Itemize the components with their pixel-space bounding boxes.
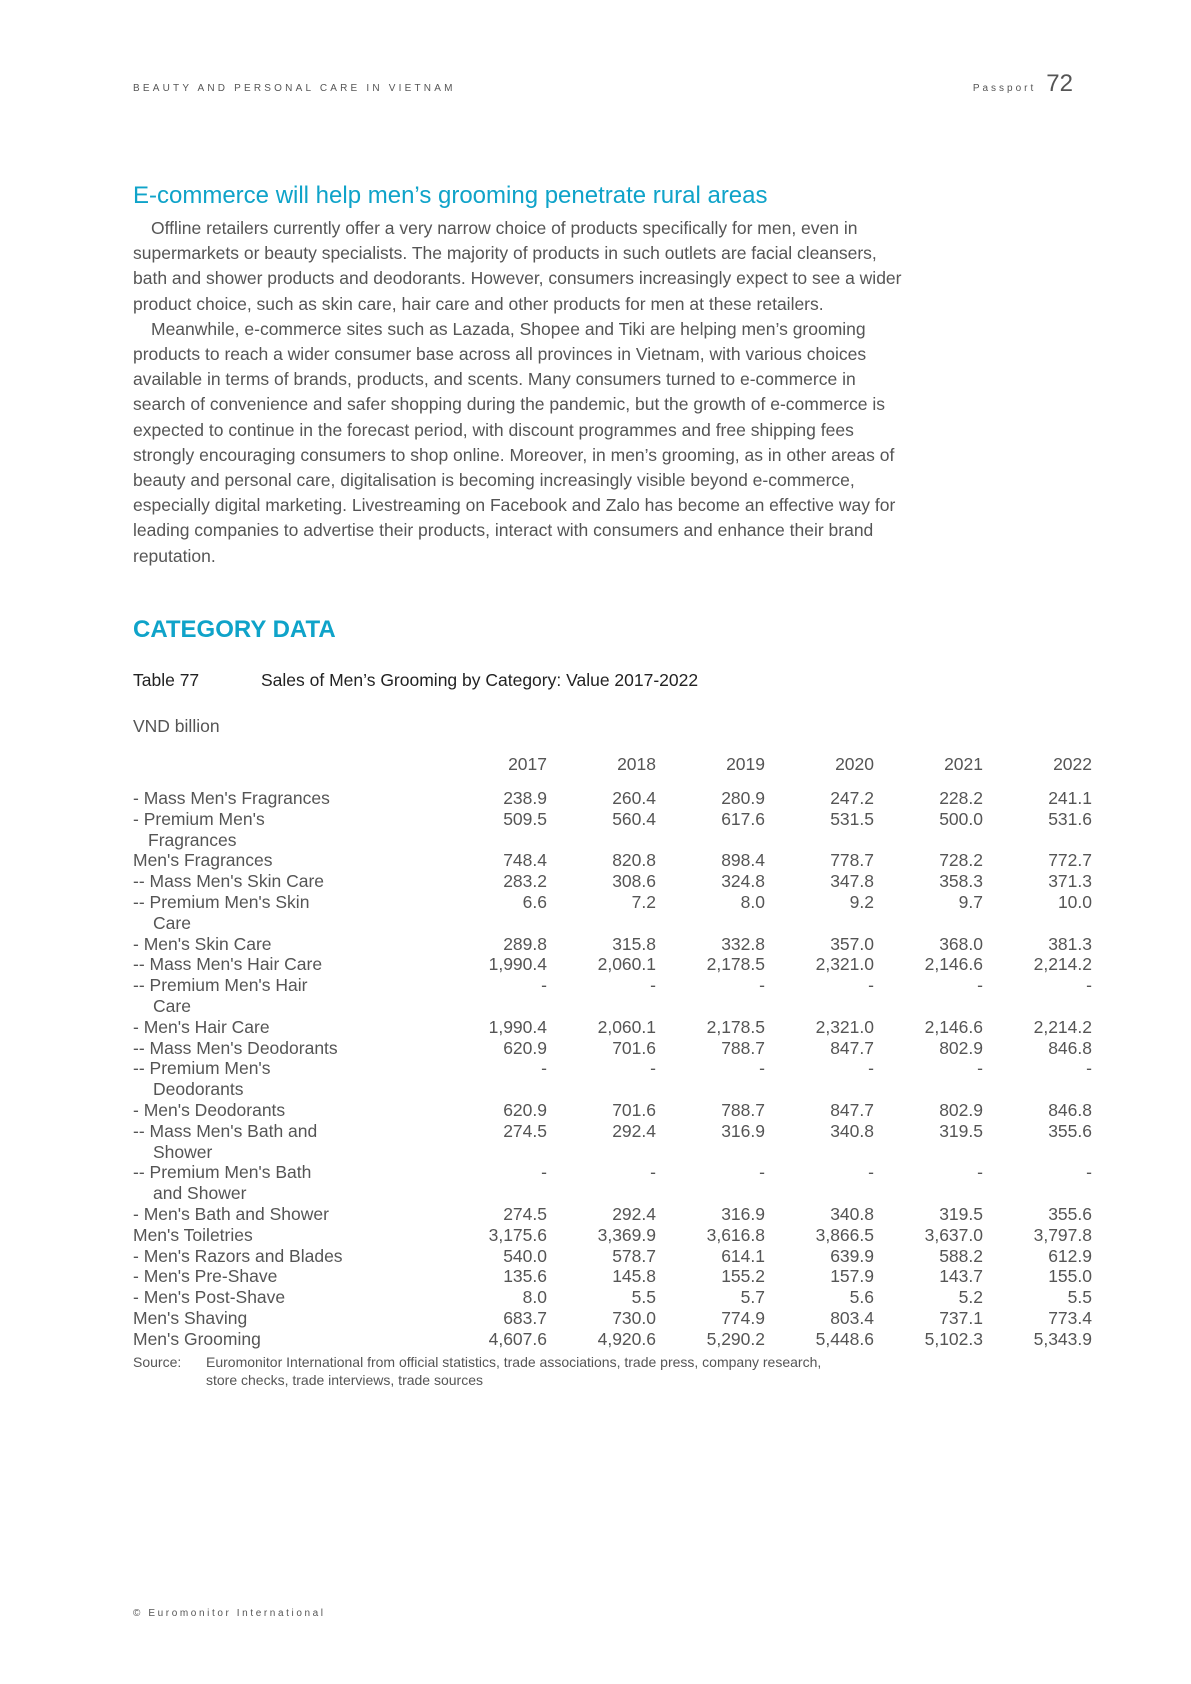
year-header: 2018: [617, 754, 656, 775]
cell-value: 847.7: [830, 1099, 874, 1120]
table-row: [133, 1017, 1092, 1038]
table-row: [133, 1204, 1092, 1225]
footer-copyright: © Euromonitor International: [133, 1608, 326, 1619]
category-data-heading: CATEGORY DATA: [133, 616, 336, 643]
cell-value: 5.2: [958, 1287, 983, 1308]
year-header: 2020: [835, 754, 874, 775]
row-label: [133, 809, 438, 851]
cell-value: -: [541, 1058, 547, 1079]
cell-value: 6.6: [522, 891, 547, 912]
cell-value: 308.6: [612, 871, 656, 892]
table-row: [133, 1329, 1092, 1350]
cell-value: -: [759, 1162, 765, 1183]
cell-value: 620.9: [503, 1037, 547, 1058]
cell-value: 2,321.0: [815, 954, 874, 975]
cell-value: 560.4: [612, 808, 656, 829]
row-label: [133, 788, 438, 809]
cell-value: 5.5: [1067, 1287, 1092, 1308]
cell-value: 347.8: [830, 871, 874, 892]
cell-value: -: [759, 975, 765, 996]
row-label-text: -- Mass Men's Deodorants: [133, 1037, 338, 1058]
table-caption: [133, 670, 698, 691]
cell-value: 289.8: [503, 933, 547, 954]
cell-value: 5.5: [631, 1287, 656, 1308]
cell-value: 8.0: [522, 1287, 547, 1308]
row-label: [133, 975, 438, 1017]
cell-value: 802.9: [939, 1037, 983, 1058]
table-unit: VND billion: [133, 716, 220, 736]
cell-value: 788.7: [721, 1099, 765, 1120]
cell-value: 143.7: [939, 1266, 983, 1287]
row-label-text: -- Premium Men's Bath: [133, 1162, 312, 1183]
cell-value: 381.3: [1048, 933, 1092, 954]
row-label: [133, 954, 438, 975]
cell-value: 612.9: [1048, 1245, 1092, 1266]
cell-value: 701.6: [612, 1037, 656, 1058]
cell-value: 332.8: [721, 933, 765, 954]
cell-value: 773.4: [1048, 1307, 1092, 1328]
cell-value: 847.7: [830, 1037, 874, 1058]
cell-value: 737.1: [939, 1307, 983, 1328]
row-label-text: - Men's Deodorants: [133, 1099, 286, 1120]
cell-value: 155.0: [1048, 1266, 1092, 1287]
cell-value: 3,616.8: [706, 1224, 765, 1245]
cell-value: 319.5: [939, 1203, 983, 1224]
cell-value: 274.5: [503, 1120, 547, 1141]
row-label: [133, 1204, 438, 1225]
cell-value: 155.2: [721, 1266, 765, 1287]
cell-value: -: [868, 975, 874, 996]
table-source: [133, 1354, 826, 1389]
cell-value: 241.1: [1048, 788, 1092, 808]
row-label: [133, 1266, 438, 1287]
table-row: [133, 1121, 1092, 1163]
row-label: [133, 1121, 438, 1163]
cell-value: 509.5: [503, 808, 547, 829]
row-label-text: - Men's Skin Care: [133, 933, 272, 954]
table-row: [133, 788, 1092, 809]
year-header: 2017: [508, 754, 547, 775]
table-row: [133, 1246, 1092, 1267]
cell-value: 748.4: [503, 850, 547, 871]
row-label-continuation: and Shower: [153, 1183, 247, 1204]
cell-value: 772.7: [1048, 850, 1092, 871]
cell-value: 2,146.6: [924, 954, 983, 975]
cell-value: -: [650, 1058, 656, 1079]
row-label-text: - Men's Post-Shave: [133, 1287, 286, 1308]
cell-value: 3,175.6: [488, 1224, 547, 1245]
row-label-continuation: Deodorants: [153, 1079, 244, 1100]
cell-value: 788.7: [721, 1037, 765, 1058]
row-label-text: - Men's Pre-Shave: [133, 1266, 278, 1287]
table-row: [133, 1266, 1092, 1287]
cell-value: 2,214.2: [1033, 1016, 1092, 1037]
table-row: [133, 975, 1092, 1017]
table-row: [133, 1038, 1092, 1059]
row-label-text: Men's Shaving: [133, 1307, 248, 1328]
cell-value: 5,343.9: [1033, 1328, 1092, 1349]
cell-value: 728.2: [939, 850, 983, 871]
table-title: Sales of Men’s Grooming by Category: Value 2017-2022: [261, 670, 699, 690]
cell-value: -: [977, 1162, 983, 1183]
table-row: [133, 1100, 1092, 1121]
cell-value: 588.2: [939, 1245, 983, 1266]
row-label-text: - Men's Bath and Shower: [133, 1203, 329, 1224]
table-number: Table 77: [133, 670, 200, 690]
cell-value: 355.6: [1048, 1120, 1092, 1141]
cell-value: 4,607.6: [488, 1328, 547, 1349]
label-column-header: [133, 733, 438, 775]
row-label: [133, 1017, 438, 1038]
cell-value: 10.0: [1057, 891, 1092, 912]
cell-value: 357.0: [830, 933, 874, 954]
cell-value: 500.0: [939, 808, 983, 829]
cell-value: 260.4: [612, 788, 656, 808]
cell-value: 540.0: [503, 1245, 547, 1266]
cell-value: 4,920.6: [597, 1328, 656, 1349]
cell-value: 683.7: [503, 1307, 547, 1328]
cell-value: 898.4: [721, 850, 765, 871]
cell-value: 803.4: [830, 1307, 874, 1328]
cell-value: 614.1: [721, 1245, 765, 1266]
cell-value: 617.6: [721, 808, 765, 829]
row-label: [133, 892, 438, 934]
cell-value: 3,797.8: [1033, 1224, 1092, 1245]
row-label-text: -- Mass Men's Hair Care: [133, 954, 323, 975]
cell-value: 7.2: [631, 891, 656, 912]
cell-value: -: [759, 1058, 765, 1079]
cell-value: 578.7: [612, 1245, 656, 1266]
table-row: [133, 892, 1092, 934]
year-header: 2021: [944, 754, 983, 775]
cell-value: 774.9: [721, 1307, 765, 1328]
cell-value: 319.5: [939, 1120, 983, 1141]
section-heading: E-commerce will help men’s grooming penetrate rural areas: [133, 182, 768, 209]
cell-value: 3,866.5: [815, 1224, 874, 1245]
cell-value: 5.6: [849, 1287, 874, 1308]
cell-value: 846.8: [1048, 1037, 1092, 1058]
row-label-text: - Men's Razors and Blades: [133, 1245, 343, 1266]
cell-value: 2,060.1: [597, 954, 656, 975]
row-label: [133, 850, 438, 871]
cell-value: 145.8: [612, 1266, 656, 1287]
table-row: [133, 1058, 1092, 1100]
cell-value: -: [541, 975, 547, 996]
paragraph: Offline retailers currently offer a very narrow choice of products specifically for men, even in supermarkets or beauty specialists. The majority of products in such outlets are facial cleansers, bath and shower products and deodorants. However, consumers increasingly expect to see a wider product choice, such as skin care, hair care and other products for men at these retailers.: [133, 218, 902, 314]
row-label: [133, 1308, 438, 1329]
table-row: [133, 1225, 1092, 1246]
cell-value: 3,369.9: [597, 1224, 656, 1245]
cell-value: 531.6: [1048, 808, 1092, 829]
row-label-text: Men's Fragrances: [133, 850, 273, 871]
row-label: [133, 1329, 438, 1350]
publication-name: Passport: [972, 83, 1037, 94]
row-label: [133, 1287, 438, 1308]
row-label: [133, 1162, 438, 1204]
table-row: [133, 871, 1092, 892]
cell-value: -: [977, 975, 983, 996]
cell-value: -: [1086, 1058, 1092, 1079]
cell-value: -: [1086, 1162, 1092, 1183]
row-label-text: -- Mass Men's Skin Care: [133, 871, 325, 892]
table-row: [133, 1308, 1092, 1329]
row-label: [133, 1246, 438, 1267]
row-label-text: Men's Toiletries: [133, 1224, 253, 1245]
cell-value: 5,102.3: [924, 1328, 983, 1349]
cell-value: 228.2: [939, 788, 983, 808]
row-label: [133, 1058, 438, 1100]
cell-value: 620.9: [503, 1099, 547, 1120]
cell-value: 730.0: [612, 1307, 656, 1328]
cell-value: 368.0: [939, 933, 983, 954]
cell-value: 846.8: [1048, 1099, 1092, 1120]
table-header-row: [133, 733, 1092, 775]
row-label-text: - Mass Men's Fragrances: [133, 788, 330, 808]
cell-value: 5,448.6: [815, 1328, 874, 1349]
row-label: [133, 1038, 438, 1059]
page-number: 72: [1046, 70, 1073, 97]
table-row: [133, 954, 1092, 975]
row-label-text: -- Premium Men's: [133, 1058, 271, 1079]
cell-value: -: [1086, 975, 1092, 996]
table-row: [133, 1162, 1092, 1204]
cell-value: -: [650, 1162, 656, 1183]
table-row: [133, 934, 1092, 955]
cell-value: 802.9: [939, 1099, 983, 1120]
cell-value: 2,060.1: [597, 1016, 656, 1037]
table-row: [133, 809, 1092, 851]
cell-value: -: [977, 1058, 983, 1079]
row-label-text: -- Premium Men's Hair: [133, 975, 308, 996]
cell-value: 639.9: [830, 1245, 874, 1266]
sales-table: [133, 733, 1092, 1350]
cell-value: 316.9: [721, 1120, 765, 1141]
row-label-text: - Men's Hair Care: [133, 1016, 270, 1037]
cell-value: 5.7: [740, 1287, 765, 1308]
cell-value: -: [541, 1162, 547, 1183]
row-label: [133, 1225, 438, 1246]
row-label-text: Men's Grooming: [133, 1328, 261, 1349]
cell-value: 283.2: [503, 871, 547, 892]
table-row: [133, 1287, 1092, 1308]
cell-value: 340.8: [830, 1203, 874, 1224]
row-label-continuation: Care: [153, 995, 191, 1016]
cell-value: 9.2: [849, 891, 874, 912]
cell-value: 2,178.5: [706, 1016, 765, 1037]
cell-value: 274.5: [503, 1203, 547, 1224]
row-label-continuation: Fragrances: [148, 829, 237, 850]
cell-value: 247.2: [830, 788, 874, 808]
cell-value: 292.4: [612, 1203, 656, 1224]
cell-value: 3,637.0: [924, 1224, 983, 1245]
cell-value: 315.8: [612, 933, 656, 954]
table-row: [133, 850, 1092, 871]
row-label-continuation: Shower: [153, 1141, 213, 1162]
cell-value: 340.8: [830, 1120, 874, 1141]
cell-value: 820.8: [612, 850, 656, 871]
row-label-text: - Premium Men's: [133, 808, 265, 829]
cell-value: 371.3: [1048, 871, 1092, 892]
cell-value: 238.9: [503, 788, 547, 808]
cell-value: 292.4: [612, 1120, 656, 1141]
report-title: BEAUTY AND PERSONAL CARE IN VIETNAM: [133, 83, 456, 94]
cell-value: 135.6: [503, 1266, 547, 1287]
table-body: [133, 788, 1092, 1350]
cell-value: 316.9: [721, 1203, 765, 1224]
cell-value: 355.6: [1048, 1203, 1092, 1224]
row-label-continuation: Care: [153, 912, 191, 933]
cell-value: 2,321.0: [815, 1016, 874, 1037]
cell-value: 1,990.4: [488, 1016, 547, 1037]
paragraph: Meanwhile, e-commerce sites such as Lazada, Shopee and Tiki are helping men’s grooming products to reach a wider consumer base across all provinces in Vietnam, with various choices available in terms of brands, products, and scents. Many consumers turned to e-commerce in search of convenience and safer shopping during the pandemic, but the growth of e-commerce is expected to continue in the forecast period, with discount programmes and free shipping fees strongly encouraging consumers to shop online. Moreover, in men’s grooming, as in other areas of beauty and personal care, digitalisation is becoming increasingly visible beyond e-commerce, especially digital marketing. Livestreaming on Facebook and Zalo has become an effective way for leading companies to advertise their products, interact with consumers and enhance their brand reputation.: [133, 318, 896, 566]
cell-value: 5,290.2: [706, 1328, 765, 1349]
cell-value: 8.0: [740, 891, 765, 912]
article-body: [133, 216, 913, 569]
cell-value: 531.5: [830, 808, 874, 829]
cell-value: -: [868, 1162, 874, 1183]
year-header: 2022: [1053, 754, 1092, 775]
cell-value: 280.9: [721, 788, 765, 808]
cell-value: 358.3: [939, 871, 983, 892]
cell-value: 778.7: [830, 850, 874, 871]
source-label: Source:: [133, 1354, 182, 1370]
year-header: 2019: [726, 754, 765, 775]
page-header-right: [973, 70, 1073, 98]
cell-value: -: [650, 975, 656, 996]
cell-value: 2,146.6: [924, 1016, 983, 1037]
cell-value: 1,990.4: [488, 954, 547, 975]
cell-value: 324.8: [721, 871, 765, 892]
cell-value: 9.7: [958, 891, 983, 912]
cell-value: 2,214.2: [1033, 954, 1092, 975]
source-text: Euromonitor International from official statistics, trade associations, trade press, company research, store checks, trade interviews, trade sources: [206, 1354, 822, 1388]
cell-value: 157.9: [830, 1266, 874, 1287]
row-label-text: -- Premium Men's Skin: [133, 891, 310, 912]
cell-value: 2,178.5: [706, 954, 765, 975]
row-label: [133, 934, 438, 955]
cell-value: 701.6: [612, 1099, 656, 1120]
row-label-text: -- Mass Men's Bath and: [133, 1120, 318, 1141]
row-label: [133, 871, 438, 892]
row-label: [133, 1100, 438, 1121]
cell-value: -: [868, 1058, 874, 1079]
